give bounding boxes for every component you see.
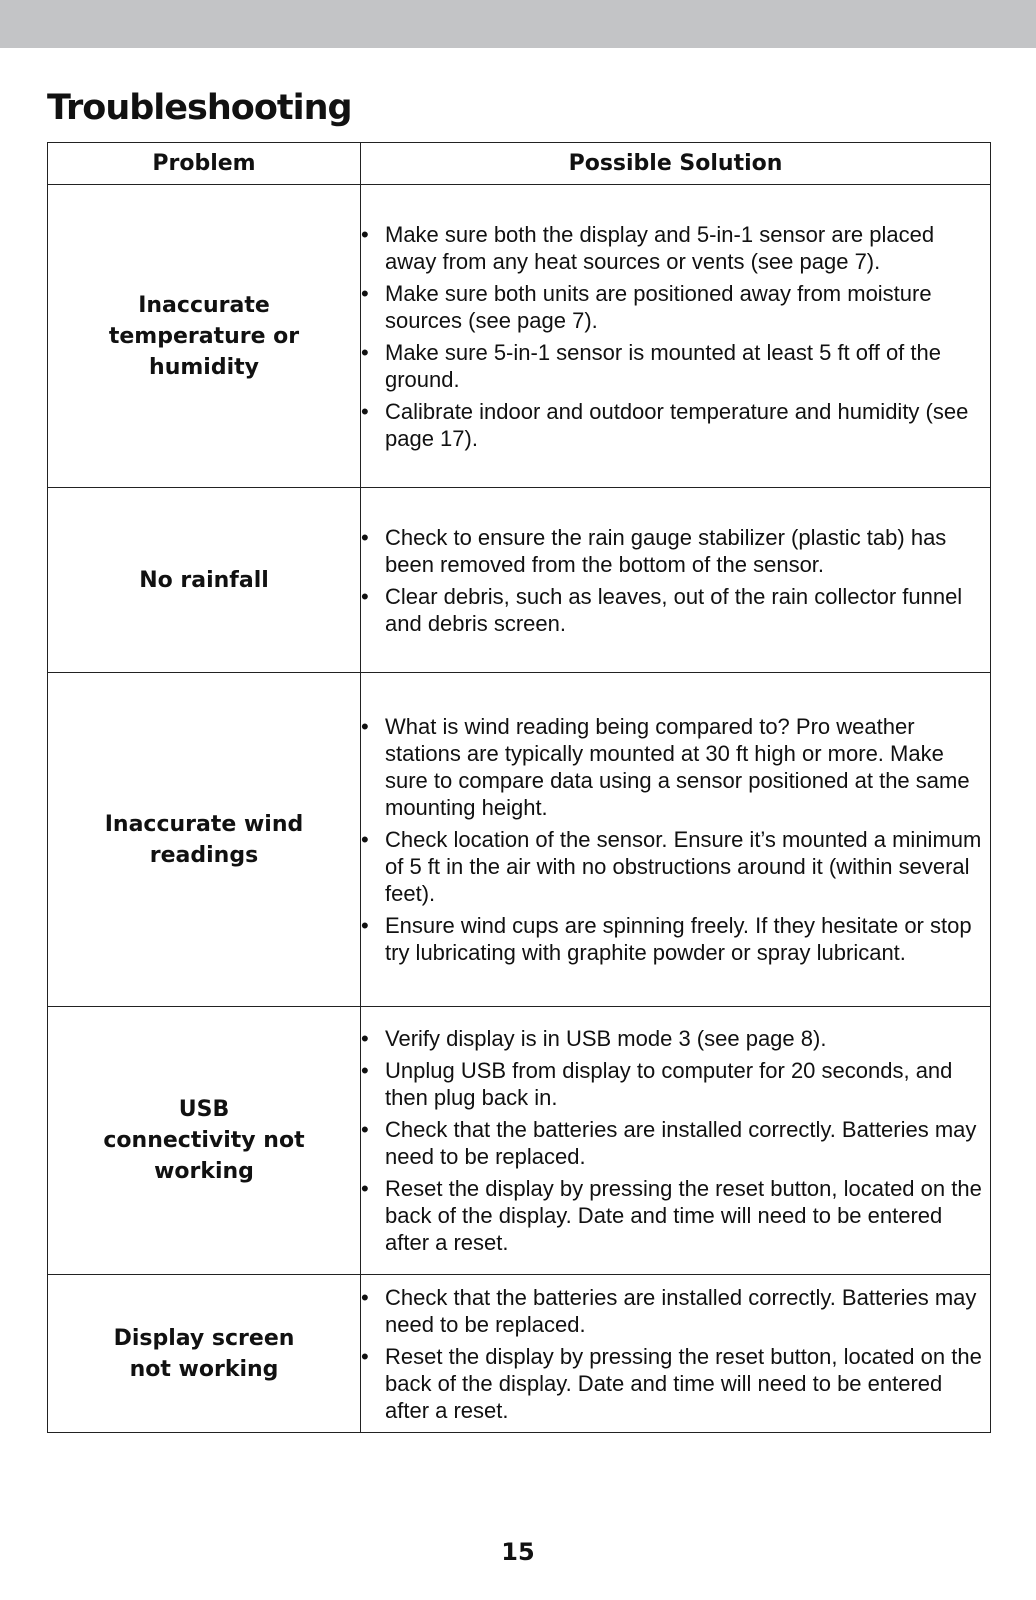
problem-text: Inaccurate temperature or humidity (108, 292, 300, 380)
solution-item: • Unplug USB from display to computer for 20 seconds, and then plug back in. (361, 1057, 990, 1111)
solution-item: • Clear debris, such as leaves, out of the rain collector funnel and debris screen. (361, 583, 990, 637)
page-title: Troubleshooting (47, 88, 352, 128)
problem-cell (48, 1007, 361, 1275)
problem-cell (48, 185, 361, 488)
problem-cell (48, 673, 361, 1007)
problem-text: Inaccurate wind readings (104, 811, 304, 868)
problem-text: Display screen not working (113, 1325, 295, 1382)
problem-text: No rainfall (139, 567, 269, 593)
header-bar (0, 0, 1036, 48)
page-number: 15 (501, 1538, 535, 1566)
table-row (48, 488, 991, 673)
solution-list (361, 713, 990, 966)
solution-list (361, 524, 990, 637)
solution-item: • Make sure 5-in-1 sensor is mounted at least 5 ft off of the ground. (361, 339, 990, 393)
solution-item: • Check to ensure the rain gauge stabilizer (plastic tab) has been removed from the bottom of the sensor. (361, 524, 990, 578)
solution-list (361, 221, 990, 452)
solution-cell (361, 673, 991, 1007)
solution-cell (361, 1275, 991, 1433)
solution-item: • Make sure both units are positioned away from moisture sources (see page 7). (361, 280, 990, 334)
table-header-row (48, 143, 991, 185)
solution-item: • Check that the batteries are installed correctly. Batteries may need to be replaced. (361, 1284, 990, 1338)
solution-item: • Check that the batteries are installed correctly. Batteries may need to be replaced. (361, 1116, 990, 1170)
solution-item: • Calibrate indoor and outdoor temperature and humidity (see page 17). (361, 398, 990, 452)
problem-cell (48, 488, 361, 673)
solution-item: • Ensure wind cups are spinning freely. If they hesitate or stop try lubricating with graphite powder or spray lubricant. (361, 912, 990, 966)
troubleshooting-table (47, 142, 991, 1433)
solution-cell (361, 1007, 991, 1275)
problem-cell (48, 1275, 361, 1433)
solution-item: • Make sure both the display and 5-in-1 sensor are placed away from any heat sources or vents (see page 7). (361, 221, 990, 275)
solution-item: • What is wind reading being compared to? Pro weather stations are typically mounted at 30 ft high or more. Make sure to compare data using a sensor positioned at the same mounting height. (361, 713, 990, 821)
solution-item: • Reset the display by pressing the reset button, located on the back of the display. Date and time will need to be entered after a reset. (361, 1175, 990, 1256)
table-row (48, 673, 991, 1007)
table-row (48, 185, 991, 488)
problem-column-header: Problem (48, 143, 361, 185)
table-row (48, 1275, 991, 1433)
solution-item: • Check location of the sensor. Ensure it’s mounted a minimum of 5 ft in the air with no obstructions around it (within several feet). (361, 826, 990, 907)
solution-list (361, 1025, 990, 1256)
problem-text: USB connectivity not working (103, 1097, 305, 1184)
solution-list (361, 1284, 990, 1424)
solution-cell (361, 185, 991, 488)
table-row (48, 1007, 991, 1275)
solution-item: • Reset the display by pressing the reset button, located on the back of the display. Date and time will need to be entered after a reset. (361, 1343, 990, 1424)
solution-cell (361, 488, 991, 673)
solution-column-header: Possible Solution (361, 143, 991, 185)
solution-item: • Verify display is in USB mode 3 (see page 8). (361, 1025, 990, 1052)
